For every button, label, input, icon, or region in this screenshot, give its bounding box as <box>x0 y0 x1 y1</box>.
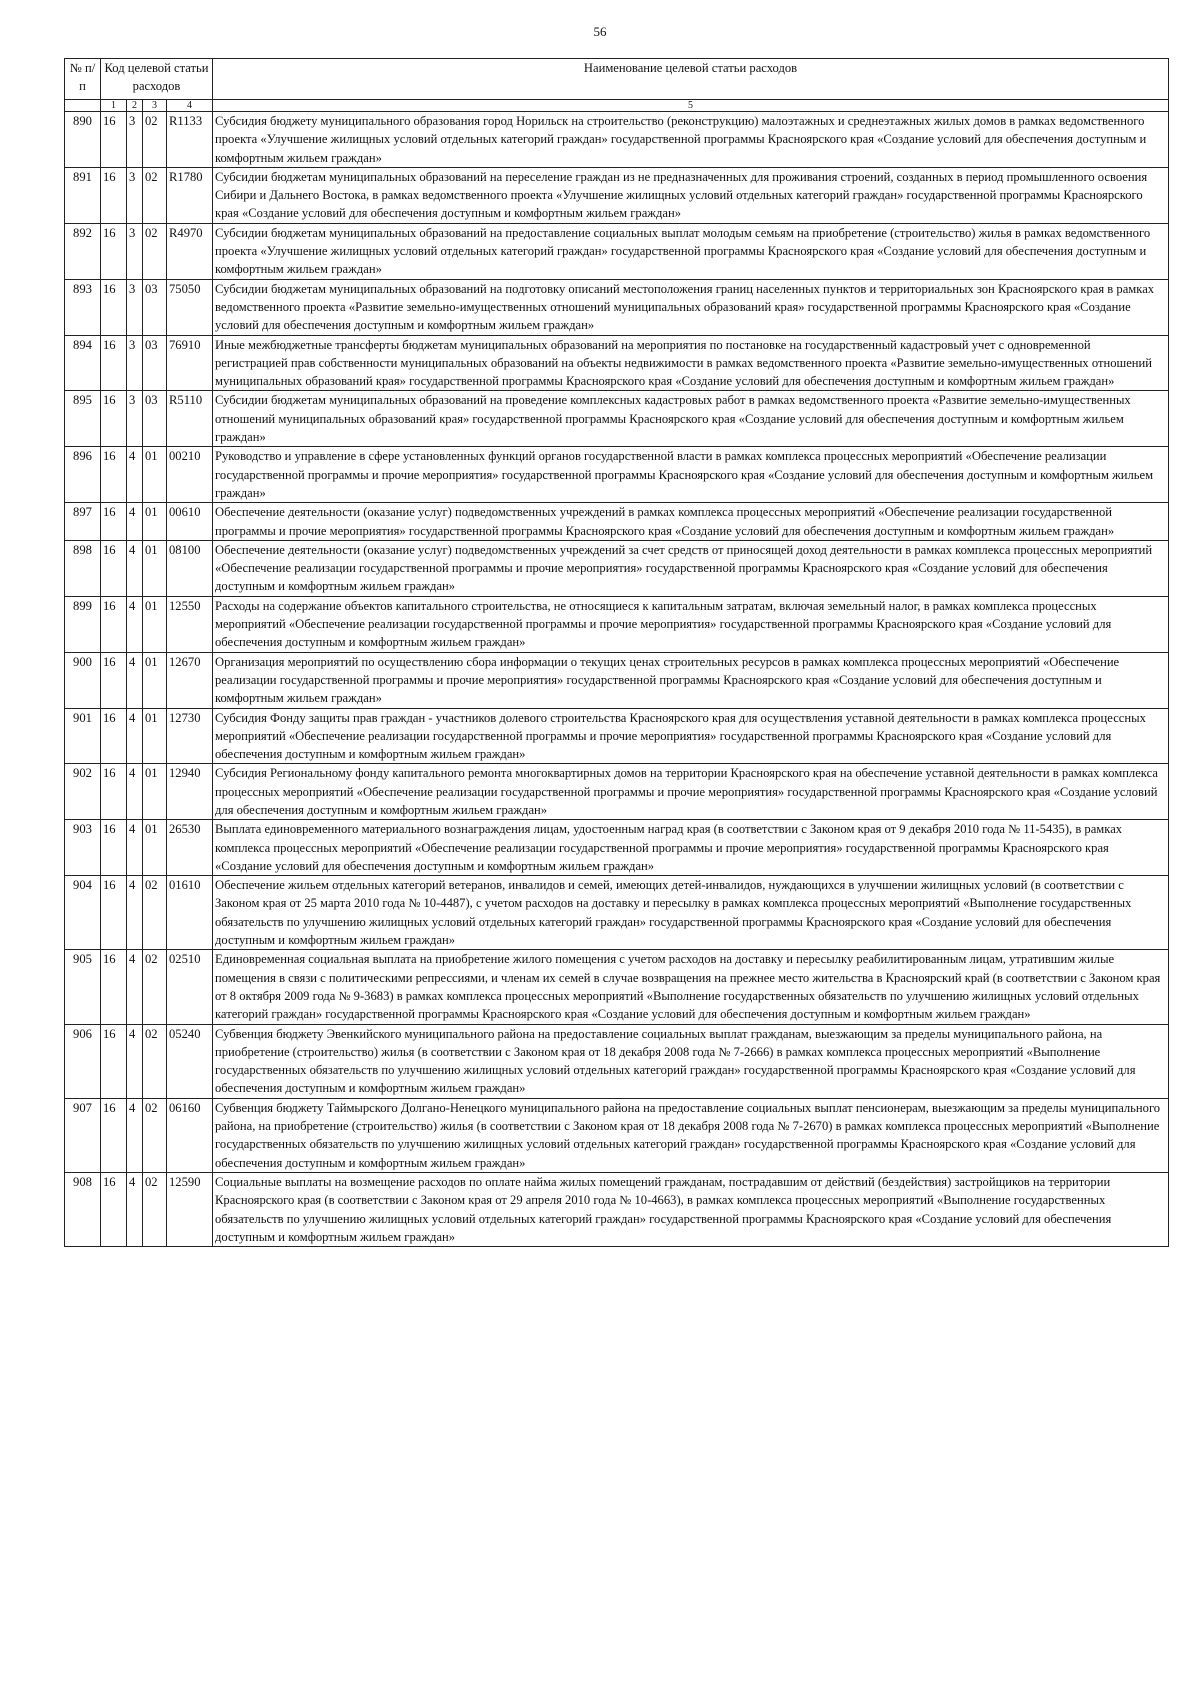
table-row <box>65 708 1169 764</box>
code-part-1-cell: 16 <box>101 1172 127 1246</box>
row-number-cell: 899 <box>65 596 101 652</box>
table-row <box>65 876 1169 950</box>
code-part-2-cell: 4 <box>127 950 143 1024</box>
code-part-4-cell: 06160 <box>167 1098 213 1172</box>
code-part-4-cell: R1133 <box>167 112 213 168</box>
code-part-4-cell: 76910 <box>167 335 213 391</box>
code-part-3-cell: 03 <box>143 391 167 447</box>
row-number-cell: 891 <box>65 167 101 223</box>
code-part-2-cell: 3 <box>127 112 143 168</box>
code-part-2-cell: 4 <box>127 820 143 876</box>
table-body <box>65 112 1169 1247</box>
code-part-2-cell: 3 <box>127 167 143 223</box>
table-row <box>65 112 1169 168</box>
table-row <box>65 950 1169 1024</box>
code-part-2-cell: 3 <box>127 279 143 335</box>
code-part-3-cell: 02 <box>143 1098 167 1172</box>
code-part-2-cell: 4 <box>127 1024 143 1098</box>
code-part-3-cell: 01 <box>143 764 167 820</box>
name-header: Наименование целевой статьи расходов <box>213 59 1169 100</box>
budget-code-table <box>64 58 1169 1247</box>
row-number-cell: 897 <box>65 503 101 541</box>
row-number-cell: 908 <box>65 1172 101 1246</box>
article-name-cell: Субвенция бюджету Таймырского Долгано-Ненецкого муниципального района на предоставление социальных выплат пенсионерам, выезжающим за пределы муниципального района, на приобретение (строительство) жилья (в соответствии с Законом края от 18 декабря 2008 года № 7-2670) в рамках комплекса процессных мероприятий «Выполнение государственных обязательств по улучшению жилищных условий отдельных категорий граждан» государственной программы Красноярского края «Создание условий для обеспечения доступным и комфортным жильем граждан» <box>213 1098 1169 1172</box>
column-number-cell: 5 <box>213 100 1169 112</box>
table-row <box>65 279 1169 335</box>
code-part-4-cell: 12590 <box>167 1172 213 1246</box>
code-part-3-cell: 01 <box>143 708 167 764</box>
code-part-2-cell: 4 <box>127 876 143 950</box>
code-part-1-cell: 16 <box>101 447 127 503</box>
code-part-2-cell: 4 <box>127 1172 143 1246</box>
article-name-cell: Субсидия Фонду защиты прав граждан - участников долевого строительства Красноярского края для осуществления уставной деятельности в рамках комплекса процессных мероприятий «Обеспечение реализации государственной программы и прочие мероприятия» государственной программы Красноярского края «Создание условий для обеспечения доступным и комфортным жильем граждан» <box>213 708 1169 764</box>
code-part-4-cell: R4970 <box>167 223 213 279</box>
code-part-4-cell: R5110 <box>167 391 213 447</box>
row-number-cell: 896 <box>65 447 101 503</box>
table-row <box>65 1172 1169 1246</box>
code-part-1-cell: 16 <box>101 279 127 335</box>
code-part-4-cell: 01610 <box>167 876 213 950</box>
table-row <box>65 540 1169 596</box>
code-part-2-cell: 4 <box>127 596 143 652</box>
code-part-3-cell: 01 <box>143 503 167 541</box>
article-name-cell: Социальные выплаты на возмещение расходов по оплате найма жилых помещений гражданам, пострадавшим от действий (бездействия) застройщиков на территории Красноярского края (в соответствии с Законом края от 29 апреля 2010 года № 10-4663), в рамках комплекса процессных мероприятий «Выполнение государственных обязательств по улучшению жилищных условий отдельных категорий граждан» государственной программы Красноярского края «Создание условий для обеспечения доступным и комфортным жильем граждан» <box>213 1172 1169 1246</box>
table-header-row <box>65 59 1169 100</box>
table-row <box>65 447 1169 503</box>
code-part-1-cell: 16 <box>101 764 127 820</box>
code-part-4-cell: 08100 <box>167 540 213 596</box>
page-number: 56 <box>593 24 607 39</box>
code-part-4-cell: 12940 <box>167 764 213 820</box>
code-part-3-cell: 02 <box>143 950 167 1024</box>
column-number-cell: 2 <box>127 100 143 112</box>
code-part-2-cell: 4 <box>127 503 143 541</box>
article-name-cell: Расходы на содержание объектов капитального строительства, не относящиеся к капитальным затратам, включая земельный налог, в рамках комплекса процессных мероприятий «Обеспечение реализации государственной программы и прочие мероприятия» государственной программы Красноярского края «Создание условий для обеспечения доступным и комфортным жильем граждан» <box>213 596 1169 652</box>
code-part-4-cell: 12730 <box>167 708 213 764</box>
table-row <box>65 503 1169 541</box>
table-row <box>65 335 1169 391</box>
code-part-3-cell: 02 <box>143 1024 167 1098</box>
table-row <box>65 391 1169 447</box>
code-part-1-cell: 16 <box>101 540 127 596</box>
code-part-2-cell: 4 <box>127 447 143 503</box>
table-row <box>65 1024 1169 1098</box>
table-row <box>65 652 1169 708</box>
code-part-3-cell: 01 <box>143 820 167 876</box>
code-part-3-cell: 01 <box>143 540 167 596</box>
code-part-3-cell: 01 <box>143 447 167 503</box>
article-name-cell: Субсидия Региональному фонду капитального ремонта многоквартирных домов на территории Красноярского края на обеспечение уставной деятельности в рамках комплекса процессных мероприятий «Обеспечение реализации государственной программы и прочие мероприятия» государственной программы Красноярского края «Создание условий для обеспечения доступным и комфортным жильем граждан» <box>213 764 1169 820</box>
code-part-1-cell: 16 <box>101 223 127 279</box>
article-name-cell: Субсидии бюджетам муниципальных образований на предоставление социальных выплат молодым семьям на приобретение (строительство) жилья в рамках ведомственного проекта «Улучшение жилищных условий отдельных категорий граждан» государственной программы Красноярского края «Создание условий для обеспечения доступным и комфортным жильем граждан» <box>213 223 1169 279</box>
row-number-cell: 892 <box>65 223 101 279</box>
table-row <box>65 223 1169 279</box>
article-name-cell: Субсидии бюджетам муниципальных образований на проведение комплексных кадастровых работ в рамках ведомственного проекта «Развитие земельно-имущественных отношений муниципальных образований края» государственной программы Красноярского края «Создание условий для обеспечения доступным и комфортным жильем граждан» <box>213 391 1169 447</box>
code-part-2-cell: 3 <box>127 223 143 279</box>
code-part-4-cell: 00210 <box>167 447 213 503</box>
table-row <box>65 1098 1169 1172</box>
row-number-cell: 904 <box>65 876 101 950</box>
article-name-cell: Иные межбюджетные трансферты бюджетам муниципальных образований на мероприятия по постановке на государственный кадастровый учет с одновременной регистрацией прав собственности муниципальных образований на объекты недвижимости в рамках ведомственного проекта «Развитие земельно-имущественных отношений муниципальных образований края» государственной программы Красноярского края «Создание условий для обеспечения доступным и комфортным жильем граждан» <box>213 335 1169 391</box>
code-part-1-cell: 16 <box>101 708 127 764</box>
article-name-cell: Субсидия бюджету муниципального образования город Норильск на строительство (реконструкцию) малоэтажных и среднеэтажных жилых домов в рамках ведомственного проекта «Улучшение жилищных условий отдельных категорий граждан» государственной программы Красноярского края «Создание условий для обеспечения доступным и комфортным жильем граждан» <box>213 112 1169 168</box>
code-part-4-cell: 26530 <box>167 820 213 876</box>
code-part-1-cell: 16 <box>101 1024 127 1098</box>
code-part-2-cell: 4 <box>127 708 143 764</box>
code-part-4-cell: R1780 <box>167 167 213 223</box>
article-name-cell: Организация мероприятий по осуществлению сбора информации о текущих ценах строительных ресурсов в рамках комплекса процессных мероприятий «Обеспечение реализации государственной программы и прочие мероприятия» государственной программы Красноярского края «Создание условий для обеспечения доступным и комфортным жильем граждан» <box>213 652 1169 708</box>
code-part-1-cell: 16 <box>101 503 127 541</box>
column-number-cell: 3 <box>143 100 167 112</box>
code-part-4-cell: 75050 <box>167 279 213 335</box>
row-number-cell: 901 <box>65 708 101 764</box>
code-part-2-cell: 4 <box>127 540 143 596</box>
code-part-4-cell: 12550 <box>167 596 213 652</box>
code-part-3-cell: 02 <box>143 223 167 279</box>
column-number-cell <box>65 100 101 112</box>
code-part-1-cell: 16 <box>101 950 127 1024</box>
code-part-1-cell: 16 <box>101 876 127 950</box>
article-name-cell: Выплата единовременного материального вознаграждения лицам, удостоенным наград края (в соответствии с Законом края от 9 декабря 2010 года № 11-5435), в рамках комплекса процессных мероприятий «Обеспечение реализации государственной программы и прочие мероприятия» государственной программы Красноярского края «Создание условий для обеспечения доступным и комфортным жильем граждан» <box>213 820 1169 876</box>
code-part-4-cell: 05240 <box>167 1024 213 1098</box>
code-part-3-cell: 02 <box>143 112 167 168</box>
article-name-cell: Обеспечение деятельности (оказание услуг) подведомственных учреждений в рамках комплекса процессных мероприятий «Обеспечение реализации государственной программы и прочие мероприятия» государственной программы Красноярского края «Создание условий для обеспечения доступным и комфортным жильем граждан» <box>213 503 1169 541</box>
code-part-1-cell: 16 <box>101 820 127 876</box>
row-number-cell: 905 <box>65 950 101 1024</box>
code-part-3-cell: 01 <box>143 596 167 652</box>
code-part-2-cell: 4 <box>127 1098 143 1172</box>
code-part-3-cell: 01 <box>143 652 167 708</box>
article-name-cell: Обеспечение жильем отдельных категорий ветеранов, инвалидов и семей, имеющих детей-инвалидов, нуждающихся в улучшении жилищных условий (в соответствии с Законом края от 25 марта 2010 года № 10-4487), с учетом расходов на доставку и пересылку в рамках комплекса процессных мероприятий «Выполнение государственных обязательств по улучшению жилищных условий отдельных категорий граждан» государственной программы Красноярского края «Создание условий для обеспечения доступным и комфортным жильем граждан» <box>213 876 1169 950</box>
row-number-cell: 895 <box>65 391 101 447</box>
article-name-cell: Обеспечение деятельности (оказание услуг) подведомственных учреждений за счет средств от приносящей доход деятельности в рамках комплекса процессных мероприятий «Обеспечение реализации государственной программы и прочие мероприятия» государственной программы Красноярского края «Создание условий для обеспечения доступным и комфортным жильем граждан» <box>213 540 1169 596</box>
row-number-header: № п/п <box>65 59 101 100</box>
code-part-1-cell: 16 <box>101 652 127 708</box>
table-row <box>65 764 1169 820</box>
code-part-1-cell: 16 <box>101 167 127 223</box>
code-part-4-cell: 12670 <box>167 652 213 708</box>
code-part-1-cell: 16 <box>101 1098 127 1172</box>
row-number-cell: 906 <box>65 1024 101 1098</box>
row-number-cell: 902 <box>65 764 101 820</box>
table-row <box>65 596 1169 652</box>
code-part-2-cell: 4 <box>127 764 143 820</box>
code-part-1-cell: 16 <box>101 391 127 447</box>
code-part-1-cell: 16 <box>101 596 127 652</box>
article-name-cell: Субсидии бюджетам муниципальных образований на переселение граждан из не предназначенных для проживания строений, созданных в период промышленного освоения Сибири и Дальнего Востока, в рамках ведомственного проекта «Улучшение жилищных условий отдельных категорий граждан» государственной программы Красноярского края «Создание условий для обеспечения доступным и комфортным жильем граждан» <box>213 167 1169 223</box>
code-part-3-cell: 02 <box>143 167 167 223</box>
row-number-cell: 900 <box>65 652 101 708</box>
row-number-cell: 907 <box>65 1098 101 1172</box>
code-part-2-cell: 3 <box>127 391 143 447</box>
row-number-cell: 893 <box>65 279 101 335</box>
table-row <box>65 820 1169 876</box>
code-part-3-cell: 03 <box>143 335 167 391</box>
code-part-1-cell: 16 <box>101 112 127 168</box>
row-number-cell: 898 <box>65 540 101 596</box>
code-part-2-cell: 3 <box>127 335 143 391</box>
code-part-4-cell: 00610 <box>167 503 213 541</box>
code-part-4-cell: 02510 <box>167 950 213 1024</box>
code-part-3-cell: 02 <box>143 876 167 950</box>
code-part-3-cell: 02 <box>143 1172 167 1246</box>
code-header: Код целевой статьи расходов <box>101 59 213 100</box>
table-row <box>65 167 1169 223</box>
code-part-2-cell: 4 <box>127 652 143 708</box>
column-number-cell: 1 <box>101 100 127 112</box>
article-name-cell: Субвенция бюджету Эвенкийского муниципального района на предоставление социальных выплат гражданам, выезжающим за пределы муниципального района, на приобретение (строительство) жилья (в соответствии с Законом края от 18 декабря 2008 года № 7-2666) в рамках комплекса процессных мероприятий «Выполнение государственных обязательств по улучшению жилищных условий отдельных категорий граждан» государственной программы Красноярского края «Создание условий для обеспечения доступным и комфортным жильем граждан» <box>213 1024 1169 1098</box>
row-number-cell: 890 <box>65 112 101 168</box>
column-number-cell: 4 <box>167 100 213 112</box>
article-name-cell: Руководство и управление в сфере установленных функций органов государственной власти в рамках комплекса процессных мероприятий «Обеспечение реализации государственной программы и прочие мероприятия» государственной программы Красноярского края «Создание условий для обеспечения доступным и комфортным жильем граждан» <box>213 447 1169 503</box>
code-part-3-cell: 03 <box>143 279 167 335</box>
row-number-cell: 903 <box>65 820 101 876</box>
code-part-1-cell: 16 <box>101 335 127 391</box>
row-number-cell: 894 <box>65 335 101 391</box>
column-number-row <box>65 100 1169 112</box>
article-name-cell: Единовременная социальная выплата на приобретение жилого помещения с учетом расходов на доставку и пересылку реабилитированным лицам, утратившим жилые помещения в связи с политическими репрессиями, и членам их семей в случае возвращения на прежнее место жительства в Красноярский край (в соответствии с Законом края от 8 октября 2009 года № 9-3683) в рамках комплекса процессных мероприятий «Выполнение государственных обязательств по улучшению жилищных условий отдельных категорий граждан» государственной программы Красноярского края «Создание условий для обеспечения доступным и комфортным жильем граждан» <box>213 950 1169 1024</box>
article-name-cell: Субсидии бюджетам муниципальных образований на подготовку описаний местоположения границ населенных пунктов и территориальных зон Красноярского края в рамках ведомственного проекта «Развитие земельно-имущественных отношений муниципальных образований края» государственной программы Красноярского края «Создание условий для обеспечения доступным и комфортным жильем граждан» <box>213 279 1169 335</box>
